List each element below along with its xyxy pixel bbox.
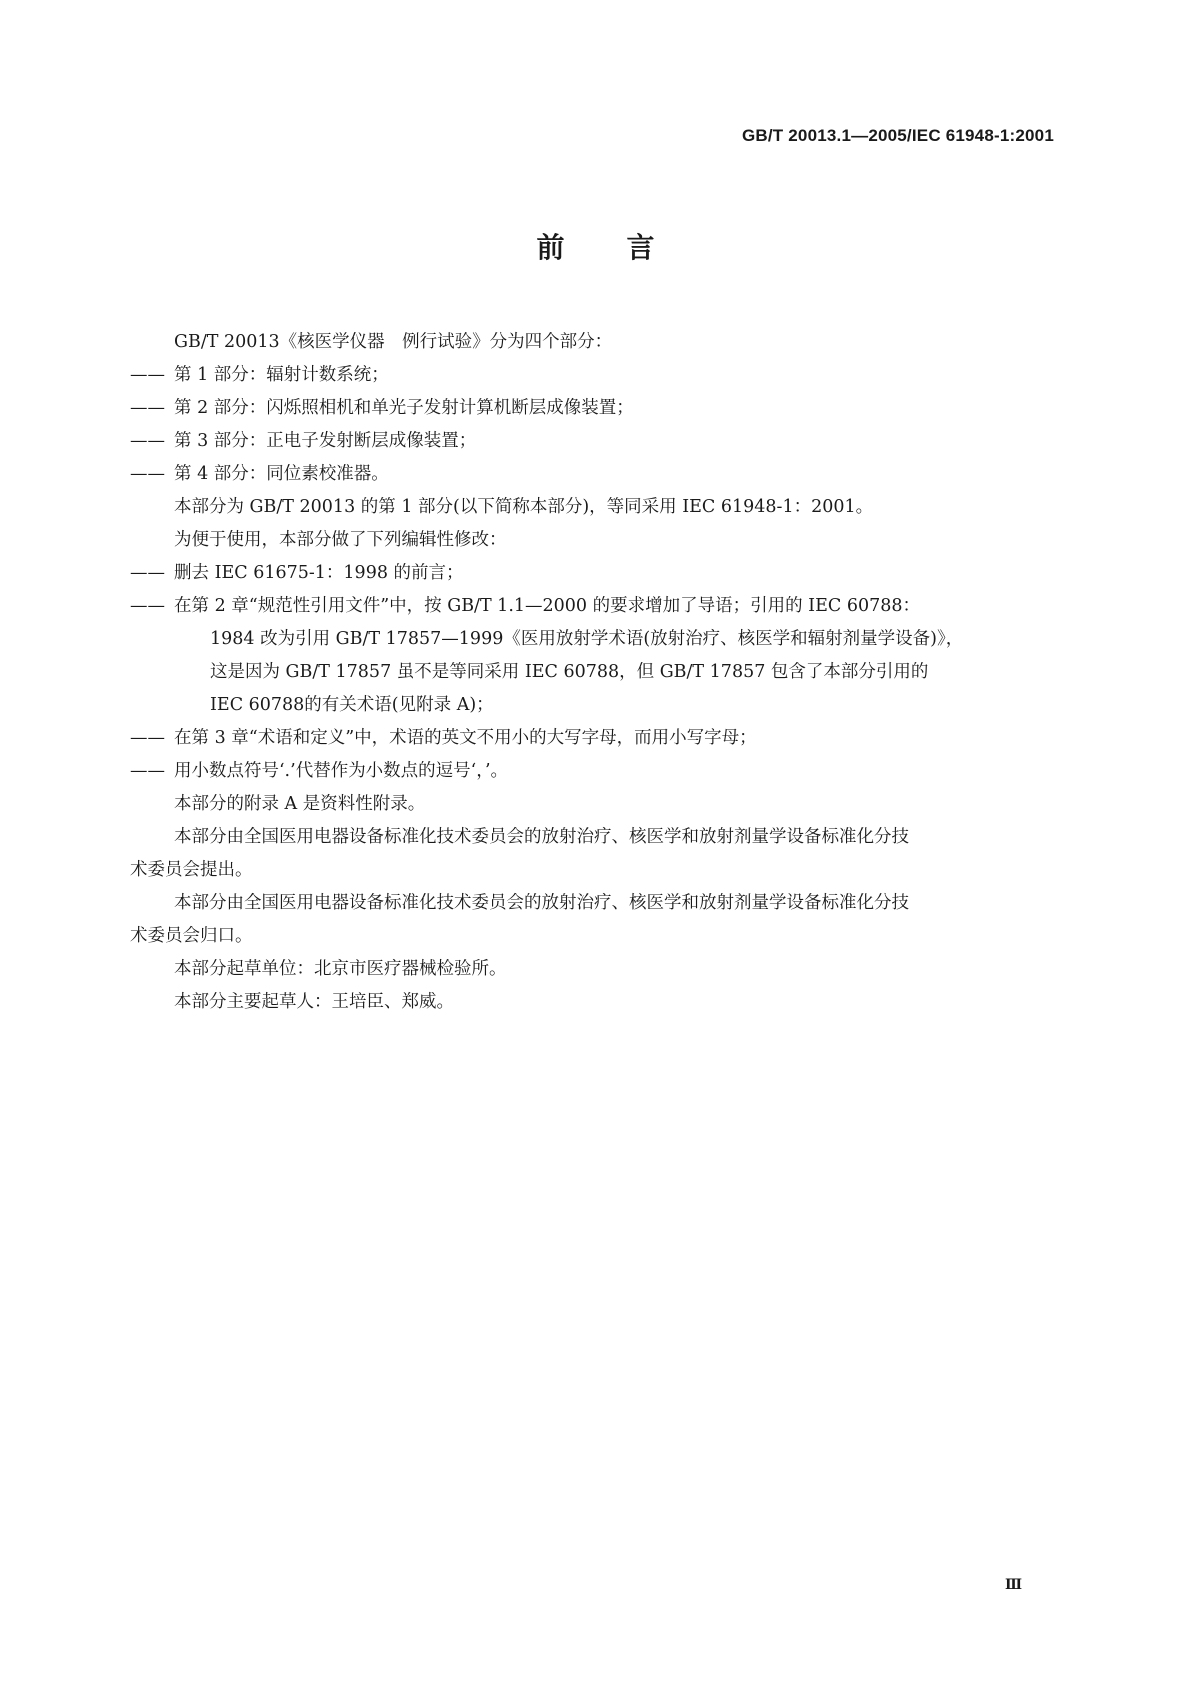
edits-intro: 为便于使用，本部分做了下列编辑性修改： [174, 530, 507, 550]
edit-text: 用小数点符号‘.’代替作为小数点的逗号‘，’。 [174, 761, 509, 781]
dash-mark: —— [130, 398, 165, 418]
drafting-unit: 本部分起草单位：北京市医疗器械检验所。 [174, 959, 507, 979]
part-text: 第 4 部分：同位素校准器。 [174, 464, 389, 484]
dash-mark: —— [130, 728, 165, 748]
adoption-paragraph: 本部分为 GB/T 20013 的第 1 部分(以下简称本部分)，等同采用 IEC 61948-1：2001。 [174, 497, 874, 517]
title-char-2: 言 [626, 231, 655, 264]
part-item [130, 359, 1060, 392]
edit-text: 在第 3 章“术语和定义”中，术语的英文不用小的大写字母，而用小写字母； [174, 728, 757, 748]
title-char-1: 前 [536, 231, 565, 264]
part-item [130, 458, 1060, 491]
proposed-by-line-1: 本部分由全国医用电器设备标准化技术委员会的放射治疗、核医学和放射剂量学设备标准化分技 [174, 827, 909, 847]
part-text: 第 3 部分：正电子发射断层成像装置； [174, 431, 477, 451]
page-title [0, 230, 1191, 266]
page-number: Ⅲ [1004, 1577, 1022, 1593]
edit-item [130, 557, 1060, 590]
centralized-by-line-1: 本部分由全国医用电器设备标准化技术委员会的放射治疗、核医学和放射剂量学设备标准化分技 [174, 893, 909, 913]
proposed-by-line-2: 术委员会提出。 [130, 860, 253, 880]
edit-item [130, 590, 1060, 722]
edit-text-line: 在第 2 章“规范性引用文件”中，按 GB/T 1.1—2000 的要求增加了导语；引用的 IEC 60788： [174, 596, 920, 616]
intro-paragraph: GB/T 20013《核医学仪器 例行试验》分为四个部分： [174, 332, 613, 352]
dash-mark: —— [130, 464, 165, 484]
foreword-body [130, 326, 1060, 1019]
dash-mark: —— [130, 563, 165, 583]
edit-text-line: 这是因为 GB/T 17857 虽不是等同采用 IEC 60788，但 GB/T 17857 包含了本部分引用的 [210, 662, 929, 682]
dash-mark: —— [130, 596, 165, 616]
annex-note: 本部分的附录 A 是资料性附录。 [174, 794, 426, 814]
edit-item [130, 722, 1060, 755]
dash-mark: —— [130, 761, 165, 781]
edit-item [130, 755, 1060, 788]
centralized-by-line-2: 术委员会归口。 [130, 926, 253, 946]
standard-code: GB/T 20013.1—2005/IEC 61948-1:2001 [741, 126, 1054, 145]
part-text: 第 1 部分：辐射计数系统； [174, 365, 389, 385]
drafters: 本部分主要起草人：王培臣、郑威。 [174, 992, 454, 1012]
part-text: 第 2 部分：闪烁照相机和单光子发射计算机断层成像装置； [174, 398, 634, 418]
edit-text-line: 1984 改为引用 GB/T 17857—1999《医用放射学术语(放射治疗、核医学和辐射剂量学设备)》， [210, 629, 964, 649]
edit-text-line: IEC 60788的有关术语(见附录 A)； [210, 695, 494, 715]
part-item [130, 392, 1060, 425]
dash-mark: —— [130, 431, 165, 451]
dash-mark: —— [130, 365, 165, 385]
edit-text: 删去 IEC 61675-1：1998 的前言； [174, 563, 464, 583]
part-item [130, 425, 1060, 458]
